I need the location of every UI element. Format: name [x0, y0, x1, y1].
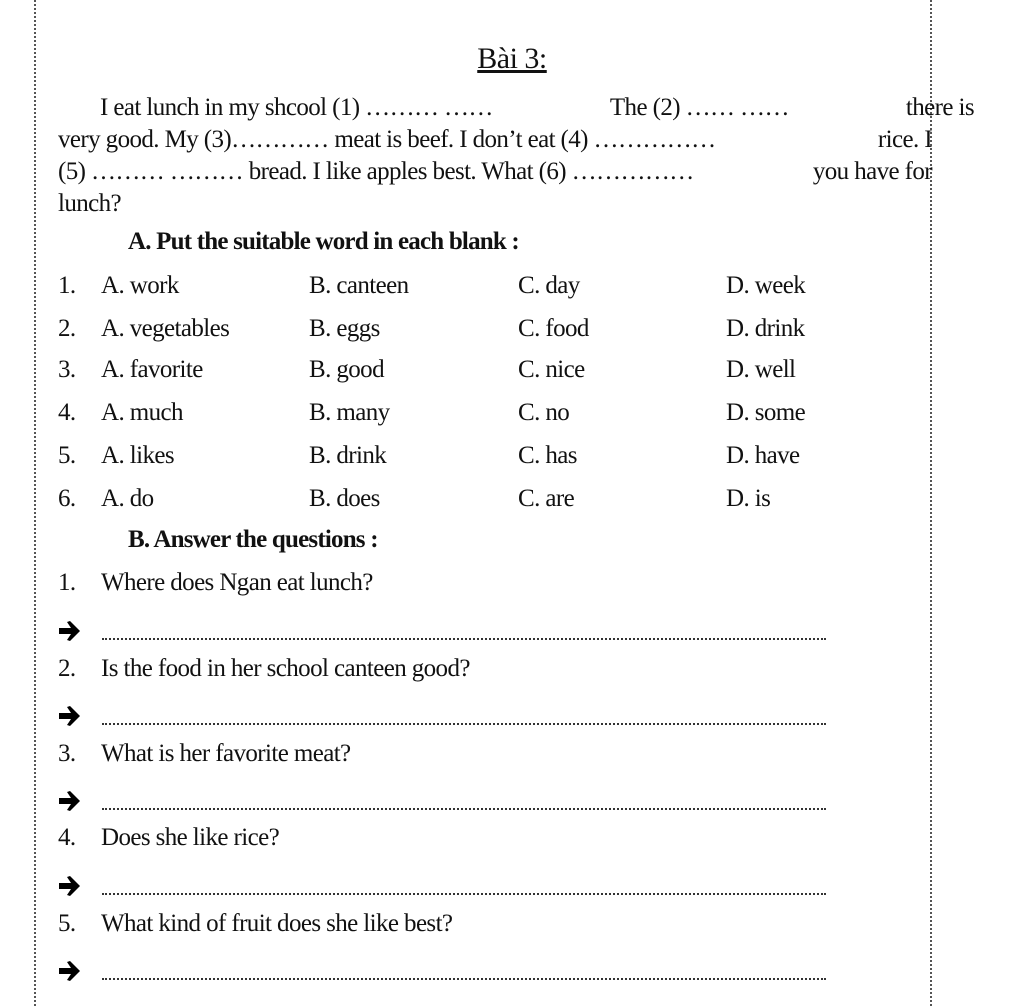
- passage-line-3: [58, 156, 932, 188]
- passage-text: lunch?: [58, 190, 122, 217]
- mc-question-row: [58, 272, 918, 304]
- arrow-right-icon: [58, 788, 82, 814]
- question-text: What kind of fruit does she like best?: [101, 910, 453, 937]
- exercise-title: Bài 3:: [477, 42, 547, 75]
- mc-question-row: [58, 442, 918, 474]
- passage-text: very good. My (3)………… meat is beef. I don’t eat (4) ……………: [58, 126, 716, 153]
- arrow-right-icon: [58, 618, 82, 644]
- mc-question-row: [58, 356, 918, 388]
- answer-blank: [102, 638, 826, 640]
- arrow-right-icon: [58, 958, 82, 984]
- passage-text: you have for: [812, 158, 932, 185]
- answer-line[interactable]: [58, 958, 838, 988]
- section-a-heading: A. Put the suitable word in each blank :: [128, 228, 519, 255]
- option-a: A. much: [101, 399, 183, 426]
- mc-question-row: [58, 485, 918, 517]
- option-a: A. likes: [101, 442, 174, 469]
- option-b: B. drink: [309, 442, 387, 469]
- question-number: 2.: [58, 315, 76, 342]
- mc-question-row: [58, 315, 918, 347]
- question-number: 5.: [58, 442, 76, 469]
- answer-line[interactable]: [58, 788, 838, 818]
- question-number: 4.: [58, 824, 76, 851]
- reading-passage: [58, 92, 974, 220]
- passage-text: (5) ……… ……… bread. I like apples best. What (6) ……………: [58, 158, 694, 185]
- passage-line-1: [58, 92, 974, 124]
- answer-line[interactable]: [58, 873, 838, 903]
- passage-line-4: [58, 188, 932, 220]
- option-c: C. no: [518, 399, 570, 426]
- option-d: D. is: [726, 485, 771, 512]
- option-a: A. vegetables: [101, 315, 230, 342]
- option-c: C. are: [518, 485, 575, 512]
- answer-blank: [102, 893, 826, 895]
- option-b: B. canteen: [309, 272, 409, 299]
- answer-blank: [102, 978, 826, 980]
- option-b: B. does: [309, 485, 380, 512]
- option-d: D. well: [726, 356, 796, 383]
- question-text: Where does Ngan eat lunch?: [101, 569, 373, 596]
- option-c: C. nice: [518, 356, 585, 383]
- question-number: 3.: [58, 356, 76, 383]
- option-c: C. has: [518, 442, 577, 469]
- mc-question-row: [58, 399, 918, 431]
- passage-text: there is: [905, 94, 974, 121]
- option-d: D. some: [726, 399, 806, 426]
- arrow-right-icon: [58, 703, 82, 729]
- option-b: B. many: [309, 399, 390, 426]
- section-b-heading: B. Answer the questions :: [128, 526, 378, 553]
- option-d: D. week: [726, 272, 806, 299]
- question-number: 1.: [58, 569, 76, 596]
- option-a: A. favorite: [101, 356, 203, 383]
- question-text: Does she like rice?: [101, 824, 280, 851]
- question-number: 2.: [58, 655, 76, 682]
- option-d: D. have: [726, 442, 800, 469]
- question-number: 1.: [58, 272, 76, 299]
- option-b: B. good: [309, 356, 384, 383]
- answer-line[interactable]: [58, 618, 838, 648]
- question-text: Is the food in her school canteen good?: [101, 655, 470, 682]
- passage-line-2: [58, 124, 932, 156]
- option-a: A. work: [101, 272, 179, 299]
- question-number: 3.: [58, 740, 76, 767]
- option-c: C. day: [518, 272, 580, 299]
- passage-text: The (2) …… ……: [609, 94, 789, 121]
- passage-text: rice. I: [877, 126, 932, 153]
- passage-text: I eat lunch in my shcool (1) ……… ……: [100, 94, 493, 121]
- option-d: D. drink: [726, 315, 805, 342]
- answer-blank: [102, 723, 826, 725]
- answer-blank: [102, 808, 826, 810]
- question-number: 6.: [58, 485, 76, 512]
- question-number: 5.: [58, 910, 76, 937]
- arrow-right-icon: [58, 873, 82, 899]
- option-b: B. eggs: [309, 315, 380, 342]
- question-number: 4.: [58, 399, 76, 426]
- option-c: C. food: [518, 315, 589, 342]
- answer-line[interactable]: [58, 703, 838, 733]
- question-text: What is her favorite meat?: [101, 740, 351, 767]
- option-a: A. do: [101, 485, 154, 512]
